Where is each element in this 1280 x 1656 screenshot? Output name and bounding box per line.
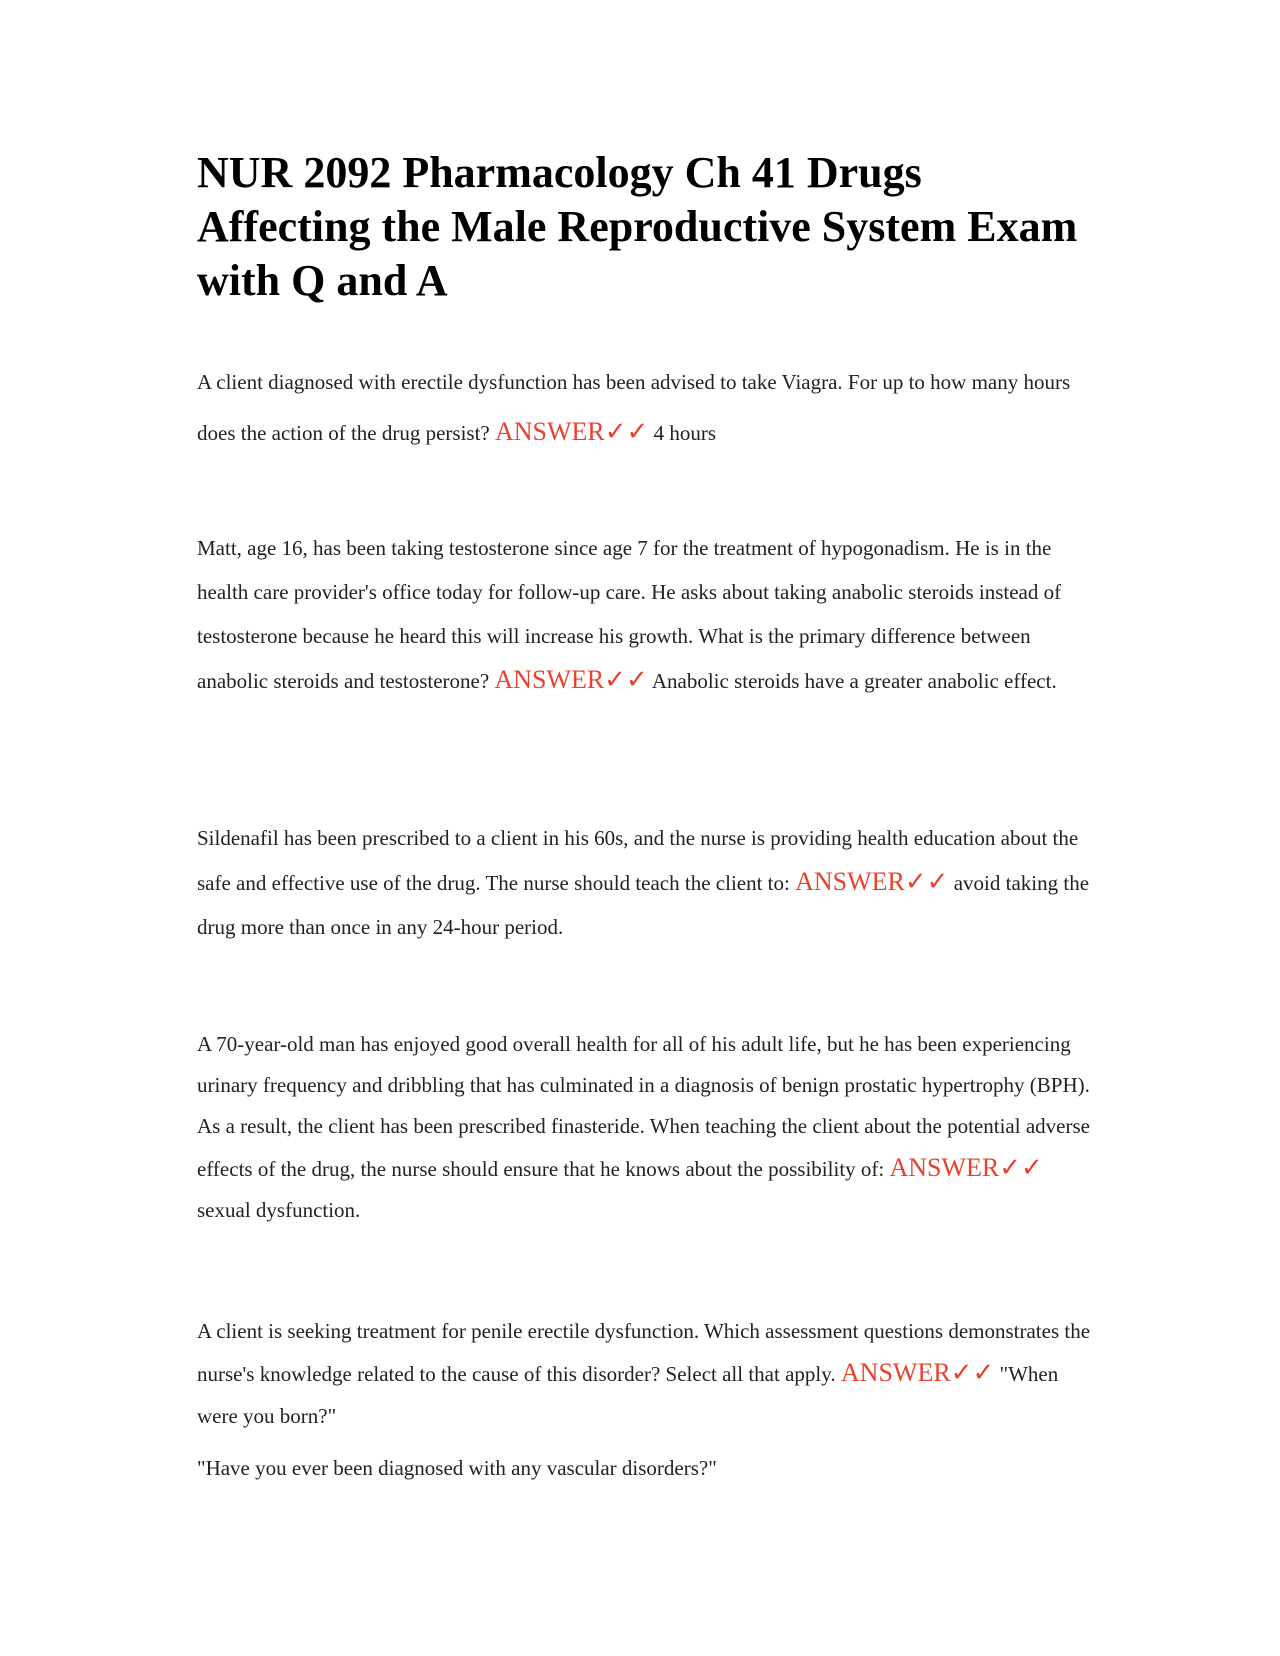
answer-text: "When were you born?" (197, 1362, 1059, 1428)
qa-item-4 (197, 1024, 1097, 1231)
answer-text: sexual dysfunction. (197, 1198, 361, 1222)
qa-item-1 (197, 358, 1097, 458)
question-text: Sildenafil has been prescribed to a client in his 60s, and the nurse is providing health education about the safe and effective use of the drug. The nurse should teach the client to: (197, 826, 1079, 895)
answer-marker: ANSWER✓✓ (494, 665, 648, 694)
question-text: A client diagnosed with erectile dysfunction has been advised to take Viagra. For up to how many hours does the action of the drug persist? (197, 370, 1071, 445)
answer-marker: ANSWER✓✓ (889, 1153, 1043, 1182)
question-text: A client is seeking treatment for penile erectile dysfunction. Which assessment questions demonstrates the nurse's knowledge related to the cause of this disorder? Select all that apply. (197, 1319, 1091, 1386)
answer-text: 4 hours (653, 421, 717, 445)
qa-item-5-extra-answer: "Have you ever been diagnosed with any vascular disorders?" (197, 1456, 717, 1480)
answer-text: avoid taking the drug more than once in any 24-hour period. (197, 871, 1090, 939)
answer-text: Anabolic steroids have a greater anabolic effect. (651, 669, 1057, 693)
qa-item-3 (197, 816, 1097, 949)
question-text: Matt, age 16, has been taking testosterone since age 7 for the treatment of hypogonadism. He is in the health care provider's office today for follow-up care. He asks about taking anabolic steroids instead of testosterone because he heard this will increase his growth. What is the primary difference between anabolic steroids and testosterone? (197, 536, 1062, 693)
qa-item-5 (197, 1310, 1097, 1437)
answer-marker: ANSWER✓✓ (840, 1358, 995, 1387)
question-text: A 70-year-old man has enjoyed good overall health for all of his adult life, but he has been experiencing urinary frequency and dribbling that has culminated in a diagnosis of benign prostatic hypertrophy (BPH). As a result, the client has been prescribed finasteride. When teaching the client about the potential adverse effects of the drug, the nurse should ensure that he knows about the possibility of: (197, 1032, 1090, 1181)
answer-marker: ANSWER✓✓ (495, 417, 649, 446)
answer-marker: ANSWER✓✓ (795, 867, 949, 896)
document-title: NUR 2092 Pharmacology Ch 41 Drugs Affecting the Male Reproductive System Exam with Q and A (197, 148, 1078, 305)
qa-item-2 (197, 526, 1097, 703)
